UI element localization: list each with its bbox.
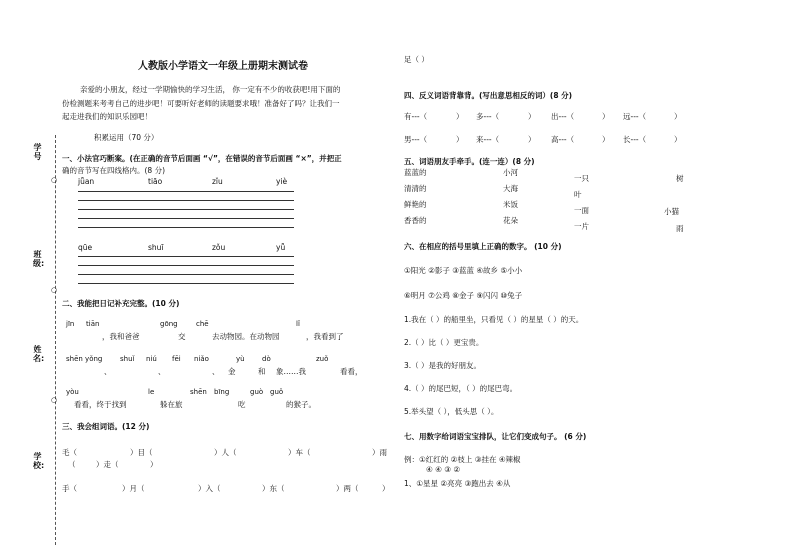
pinyin: yòu (66, 388, 79, 396)
q6-options: ⑥明月 ⑦公鸡 ⑧金子 ⑨闪闪 ⑩兔子 (404, 291, 523, 300)
noun-item: 小河 (503, 168, 518, 177)
diary-text: 的猴子。 (286, 400, 316, 409)
word-blank: ）雨 (372, 448, 387, 457)
diary-text: 看看，终于找到 (74, 400, 127, 409)
pinyin: fēi (172, 355, 181, 363)
diary-text: ，我看到了 (306, 332, 344, 341)
word-blank: 毛（ (62, 448, 77, 457)
pinyin: shēn yǒng (66, 355, 103, 363)
page-title: 人教版小学语文一年级上册期末测试卷 (138, 61, 308, 72)
diary-text: 、 (158, 367, 166, 376)
antonym-close: ） (456, 135, 464, 144)
pinyin: shuǐ (120, 355, 135, 363)
q7-title: 七、用数字给词语宝宝排队，让它们变成句子。 (6 分) (404, 432, 587, 441)
antonym-prompt: 高---（ (551, 135, 575, 144)
measure-item: 叶 (574, 190, 582, 199)
word-blank: （ (68, 460, 76, 469)
pinyin-option: zǒu (212, 243, 226, 252)
word-blank: ）东（ (262, 484, 285, 493)
antonym-close: ） (602, 135, 610, 144)
word-blank: ）人（ (214, 448, 237, 457)
pinyin: guǒ (270, 388, 284, 396)
pinyin: jīn (66, 320, 75, 328)
antonym-close: ） (674, 112, 682, 121)
antonym-prompt: 长---（ (623, 135, 647, 144)
q6-sentence: 2.（ ）比（ ）更宝贵。 (404, 338, 484, 347)
margin-name-label: 姓名: (33, 345, 45, 363)
diary-text: 和 (258, 367, 266, 376)
pinyin-option: yiè (276, 177, 288, 186)
antonym-close: ） (528, 135, 536, 144)
q4-title: 四、反义词语背靠背。(写出意思相反的词）(8 分) (404, 91, 573, 100)
word-blank: ） (150, 460, 158, 469)
antonym-close: ） (528, 112, 536, 121)
measure-item: 一片 (574, 222, 589, 231)
diary-text: ，我和爸爸 (102, 332, 140, 341)
word-blank: 手（ (62, 484, 77, 493)
antonym-close: ） (674, 135, 682, 144)
diary-text: 、 (104, 367, 112, 376)
word-blank: ）入（ (198, 484, 221, 493)
diary-text: 交 (178, 332, 186, 341)
word-blank: ）月（ (122, 484, 145, 493)
antonym-close: ） (602, 112, 610, 121)
pinyin: dò (262, 355, 271, 363)
q7-example: 例：①红红的 ②枝上 ③挂在 ④辣椒 (404, 455, 521, 464)
pinyin: bīng (214, 388, 230, 396)
match-item: 雨 (676, 224, 684, 233)
q6-sentence: 5.举头望（ ），低头思（ ）。 (404, 407, 499, 416)
q7-item: 1、①星星 ②亮亮 ③跑出去 ④从 (404, 479, 511, 488)
pinyin: lǐ (296, 320, 300, 328)
binding-mark: ○ (51, 176, 58, 184)
noun-item: 花朵 (503, 216, 518, 225)
q6-sentence: 3.（ ）是我的好朋友。 (404, 361, 482, 370)
antonym-prompt: 多---（ (476, 112, 500, 121)
q6-options: ①阳光 ②影子 ③蓝蓝 ④故乡 ⑤小小 (404, 266, 523, 275)
adjective-item: 蓝蓝的 (404, 168, 427, 177)
binding-mark: ○ (51, 396, 58, 404)
antonym-prompt: 来---（ (476, 135, 500, 144)
adjective-item: 清清的 (404, 184, 427, 193)
q6-title: 六、在相应的括号里填上正确的数字。 (10 分) (404, 242, 562, 251)
word-blank: ）走（ (96, 460, 119, 469)
word-blank: ）目（ (130, 448, 153, 457)
intro-line: 起走进我们的知识乐园吧！ (62, 112, 152, 121)
measure-item: 一面 (574, 206, 589, 215)
margin-number-label: 学号 (33, 143, 42, 161)
antonym-prompt: 男---（ (404, 135, 428, 144)
q7-example-order: ④ ④ ③ ② (426, 465, 461, 474)
word-blank: ） (382, 484, 390, 493)
pinyin: niǎo (194, 355, 209, 363)
pinyin: shēn (190, 388, 207, 396)
pinyin: le (148, 388, 155, 396)
q1-title-cont: 确的音节写在四线格内。(8 分) (62, 166, 166, 175)
carryover-text: 足（ ） (404, 55, 429, 64)
intro-line: 亲爱的小朋友，经过一学期愉快的学习生活， 你一定有不少的收获吧!用下面的 (80, 85, 341, 94)
pinyin: yù (236, 355, 245, 363)
pinyin: guò (250, 388, 264, 396)
pinyin-option: zǐu (212, 177, 223, 186)
adjective-item: 香香的 (404, 216, 427, 225)
pinyin: zuǒ (316, 355, 329, 363)
q5-title: 五、词语朋友手牵手。(连一连）(8 分) (404, 157, 535, 166)
section-total: 积累运用（70 分） (94, 133, 159, 142)
q6-sentence: 1.我在（ ）的船里坐，只看见（ ）的星星（ ）的天。 (404, 315, 584, 324)
diary-text: 去动物园。在动物园 (212, 332, 280, 341)
pinyin-option: shuī (148, 243, 164, 252)
q6-sentence: 4.（ ）的尾巴短，（ ）的尾巴弯。 (404, 384, 518, 393)
pinyin: gōng (160, 320, 178, 328)
diary-text: 躲在旅 (160, 400, 183, 409)
margin-school-label: 学校: (33, 452, 45, 470)
pinyin: niú (146, 355, 157, 363)
noun-item: 米饭 (503, 200, 518, 209)
antonym-prompt: 出---（ (551, 112, 575, 121)
diary-text: 吃 (238, 400, 246, 409)
antonym-close: ） (456, 112, 464, 121)
q3-title: 三、我会组词语。(12 分) (62, 422, 150, 431)
antonym-prompt: 远---（ (623, 112, 647, 121)
pinyin-option: qūe (78, 243, 93, 252)
q2-title: 二、我能把日记补充完整。(10 分) (62, 299, 180, 308)
word-blank: ）车（ (288, 448, 311, 457)
pinyin: tiān (86, 320, 100, 328)
match-item: 树 (676, 174, 684, 183)
diary-text: 看看， (340, 367, 363, 376)
intro-line: 份检测题来考考自己的进步吧！可要听好老师的读题要求哦！准备好了吗？让我们一 (62, 99, 340, 108)
diary-text: 象……我 (276, 367, 306, 376)
binding-mark: ○ (51, 286, 58, 294)
diary-text: 金 (228, 367, 236, 376)
pinyin: chē (196, 320, 209, 328)
pinyin-option: tiāo (148, 177, 163, 186)
noun-item: 大海 (503, 184, 518, 193)
adjective-item: 鲜艳的 (404, 200, 427, 209)
margin-class-label: 班级: (33, 250, 45, 268)
measure-item: 一只 (574, 174, 589, 183)
antonym-prompt: 有---（ (404, 112, 428, 121)
match-item: 小猫 (664, 207, 679, 216)
pinyin-option: jǖan (78, 177, 95, 186)
word-blank: ）两（ (336, 484, 359, 493)
pinyin-option: yǖ (276, 243, 286, 252)
diary-text: 、 (212, 367, 220, 376)
q1-title: 一、小法官巧断案。(在正确的音节后面画 “√”，在错误的音节后面画 “×”，并把正 (62, 154, 342, 163)
